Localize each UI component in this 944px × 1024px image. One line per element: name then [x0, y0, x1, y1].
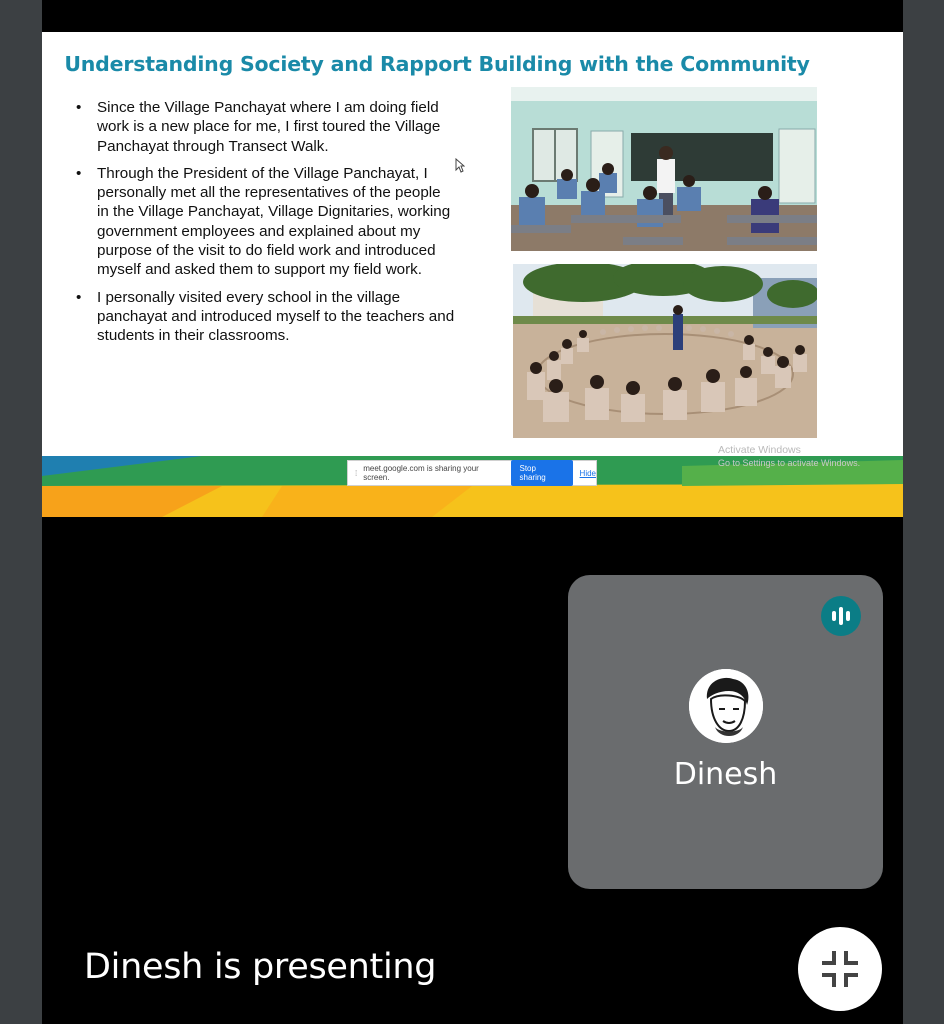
watermark-subtitle: Go to Settings to activate Windows. [718, 458, 861, 468]
slide-title: Understanding Society and Rapport Building with the Community [64, 52, 810, 76]
bullet-item: • I personally visited every school in the village panchayat and introduced myself to the teachers and students in their classrooms. [76, 288, 456, 346]
slide-bullets [76, 98, 456, 354]
share-message: meet.google.com is sharing your screen. [363, 464, 479, 482]
screen-share-bar [347, 460, 597, 486]
hide-share-bar-link[interactable]: Hide [579, 468, 596, 478]
stop-sharing-button[interactable]: Stop sharing [511, 460, 573, 486]
mouse-cursor-icon [455, 158, 465, 174]
bullet-item: • Since the Village Panchayat where I am doing field work is a new place for me, I first toured the Village Panchayat through Transect Walk. [76, 98, 456, 156]
drag-handle-icon[interactable]: ⁞ [355, 468, 358, 478]
presenting-label: Dinesh is presenting [84, 947, 437, 987]
outdoor-circle-photo [513, 264, 817, 438]
shared-slide [42, 32, 903, 517]
watermark-title: Activate Windows [718, 444, 801, 456]
audio-level-icon [821, 596, 861, 636]
exit-fullscreen-button[interactable] [798, 927, 882, 1011]
bullet-item: • Through the President of the Village Panchayat, I personally met all the representatives of the people in the Village Panchayat, Village Dignitaries, working government employees and explained about my purpose of the visit to do field work and introduced myself and asked them to support my field work. [76, 164, 456, 280]
participant-avatar [689, 669, 763, 743]
exit-fullscreen-icon [820, 949, 860, 989]
participant-tile[interactable] [568, 575, 883, 889]
activate-windows-watermark [718, 444, 860, 470]
participant-name: Dinesh [673, 757, 778, 792]
classroom-photo [511, 87, 817, 251]
meet-stage [42, 0, 903, 1024]
